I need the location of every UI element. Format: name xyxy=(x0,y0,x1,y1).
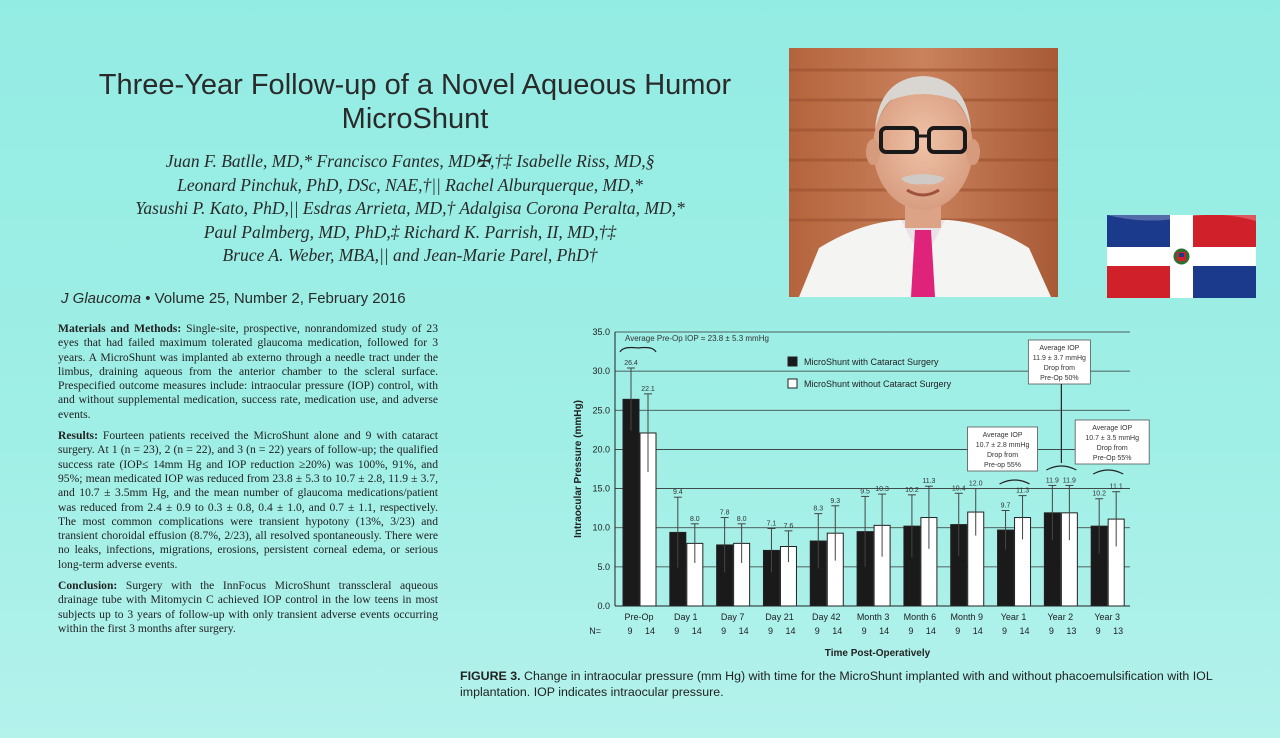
year2-annotation-text: 11.9 ± 3.7 mmHg xyxy=(1032,355,1086,362)
n-value: 13 xyxy=(1113,626,1124,636)
year1-annotation-text: Average IOP xyxy=(982,432,1023,439)
n-value: 9 xyxy=(1002,626,1008,636)
data-label: 26.4 xyxy=(624,360,638,368)
year3-annotation-text: Drop from xyxy=(1096,445,1128,452)
data-label: 7.1 xyxy=(766,520,777,528)
legend-label-with: MicroShunt with Cataract Surgery xyxy=(804,357,939,367)
preop-brace xyxy=(620,348,656,353)
x-tick-label: Pre-Op xyxy=(624,612,654,622)
x-tick-label: Day 42 xyxy=(812,612,841,622)
y-tick-label: 15.0 xyxy=(592,483,610,494)
n-value: 14 xyxy=(785,626,796,636)
author-portrait-photo xyxy=(789,48,1058,297)
data-label: 9.5 xyxy=(860,488,870,496)
year1-annotation-text: Drop from xyxy=(986,452,1019,459)
year3-brace xyxy=(1093,470,1123,474)
conclusion-heading: Conclusion: xyxy=(58,579,118,593)
n-value: 14 xyxy=(644,626,656,636)
paper-title xyxy=(40,68,790,136)
data-label: 11.3 xyxy=(1015,487,1030,495)
y-tick-label: 0.0 xyxy=(597,601,610,611)
author-line: Juan F. Batlle, MD,* Francisco Fantes, MD✠,†‡ Isabelle Riss, MD,§ xyxy=(165,151,655,171)
data-label: 10.4 xyxy=(951,485,966,493)
methods-text: Single-site, prospective, nonrandomized study of 23 eyes that had failed maximum tolerated glaucoma medication, followed for 3 years. A MicroShunt was implanted ab externo through a needle tract under the limbus, draining aqueous from the anterior chamber to the scleral surface. Prespecified outcome measures include: intraocular pressure (IOP) control, with and without supplemental medication, success rate, medication use, and adverse events. xyxy=(58,322,438,421)
y-tick-label: 35.0 xyxy=(592,327,610,337)
x-axis-title: Time Post-Operatively xyxy=(824,648,931,659)
y-tick-label: 10.0 xyxy=(592,522,610,533)
caption-text: Change in intraocular pressure (mm Hg) with time for the MicroShunt implanted with and without phacoemulsification with IOL implantation. IOP indicates intraocular pressure. xyxy=(460,669,1213,699)
figure-caption xyxy=(460,668,1260,700)
title-line-2: MicroShunt xyxy=(341,103,489,135)
journal-name: J Glaucoma xyxy=(61,290,142,307)
data-label: 9.4 xyxy=(672,489,683,497)
n-value: 13 xyxy=(1066,626,1077,636)
y-tick-label: 30.0 xyxy=(592,366,610,377)
iop-bar-chart xyxy=(568,320,1270,665)
data-label: 11.9 xyxy=(1062,477,1076,485)
y-tick-label: 5.0 xyxy=(597,561,610,572)
author-line: Leonard Pinchuk, PhD, DSc, NAE,†|| Rachel Alburquerque, MD,* xyxy=(177,174,643,195)
y-axis-title: Intraocular Pressure (mmHg) xyxy=(573,400,584,538)
data-label: 11.1 xyxy=(1109,483,1123,491)
author-line: Bruce A. Weber, MBA,|| and Jean-Marie Parel, PhD† xyxy=(222,245,598,265)
n-value: 9 xyxy=(1048,626,1054,636)
data-label: 9.7 xyxy=(1000,502,1011,510)
methods-paragraph xyxy=(58,322,438,422)
x-tick-label: Month 6 xyxy=(903,612,937,622)
year2-annotation-text: Drop from xyxy=(1043,365,1075,372)
year1-brace xyxy=(1000,480,1030,484)
data-label: 22.1 xyxy=(641,385,655,393)
n-value: 14 xyxy=(972,626,983,636)
results-paragraph xyxy=(58,429,438,572)
author-list xyxy=(60,150,760,268)
x-tick-label: Year 2 xyxy=(1047,612,1074,622)
conclusion-paragraph xyxy=(58,579,438,636)
n-value: 9 xyxy=(627,626,633,636)
year3-annotation-text: 10.7 ± 3.5 mmHg xyxy=(1085,435,1140,442)
x-tick-label: Month 9 xyxy=(950,612,983,622)
legend-swatch-with xyxy=(788,357,797,366)
n-value: 9 xyxy=(861,626,867,636)
data-label: 9.3 xyxy=(830,497,841,505)
x-tick-label: Year 1 xyxy=(1000,612,1027,622)
year2-annotation-text: Average IOP xyxy=(1039,345,1080,352)
x-tick-label: Year 3 xyxy=(1094,612,1121,622)
n-value: 14 xyxy=(691,626,702,636)
year2-brace xyxy=(1046,466,1076,470)
year3-annotation-text: Pre-Op 55% xyxy=(1092,455,1132,462)
year2-annotation-text: Pre-Op 50% xyxy=(1040,375,1079,382)
n-value: 9 xyxy=(721,626,727,636)
data-label: 10.3 xyxy=(875,486,889,494)
n-value: 14 xyxy=(879,626,890,636)
dominican-flag-image xyxy=(1107,215,1256,298)
journal-citation xyxy=(61,290,406,307)
results-heading: Results: xyxy=(58,429,98,443)
data-label: 12.0 xyxy=(968,480,983,488)
n-value: 9 xyxy=(767,626,773,636)
abstract xyxy=(58,322,438,643)
data-label: 10.2 xyxy=(1092,490,1106,498)
data-label: 8.3 xyxy=(813,505,824,513)
n-value: 14 xyxy=(925,626,936,636)
data-label: 10.2 xyxy=(905,486,919,494)
n-value: 14 xyxy=(1019,626,1030,636)
y-tick-label: 25.0 xyxy=(592,405,610,416)
x-tick-label: Day 7 xyxy=(720,612,745,622)
caption-label: FIGURE 3. xyxy=(460,669,521,683)
x-tick-label: Day 21 xyxy=(765,612,794,622)
n-value: 14 xyxy=(832,626,843,636)
author-line: Yasushi P. Kato, PhD,|| Esdras Arrieta, MD,† Adalgisa Corona Peralta, MD,* xyxy=(135,198,685,218)
results-text: Fourteen patients received the MicroShunt alone and 9 with cataract surgery. At 1 (n = 23), 2 (n = 22), and 3 (n = 22) years of follow-up; the qualified success rate (IOP≤ 14mm Hg and IOP reduction ≥20%) was 100%, 91%, and 95%; mean medicated IOP was reduced from 23.8 ± 5.3 to 10.7 ± 2.8, 11.9 ± 3.7, and 10.7 ± 3.5mm Hg, and the mean number of glaucoma medications/patient was reduced from 2.4 ± 0.9 to 0.3 ± 0.8, 0.4 ± 1.0, and 0.7 ± 1.1, respectively. The most common complications were transient hypotony (13%, 3/23) and transient choroidal effusion (8.7%, 2/23), all resolved spontaneously. There were no leaks, infections, migrations, erosions, persistent corneal edema, or serious long-term adverse events. xyxy=(58,429,438,571)
n-value: 9 xyxy=(908,626,914,636)
n-value: 9 xyxy=(814,626,820,636)
year1-annotation-text: 10.7 ± 2.8 mmHg xyxy=(975,442,1030,449)
n-label: N= xyxy=(589,626,601,636)
y-tick-label: 20.0 xyxy=(592,444,610,455)
n-value: 9 xyxy=(674,626,680,636)
data-label: 11.9 xyxy=(1045,477,1059,485)
title-line-1: Three-Year Follow-up of a Novel Aqueous Humor xyxy=(98,69,732,101)
n-value: 14 xyxy=(738,626,749,636)
year1-annotation-text: Pre-op 55% xyxy=(984,462,1022,469)
legend-label-without: MicroShunt without Cataract Surgery xyxy=(804,379,952,389)
data-label: 11.3 xyxy=(922,478,936,486)
x-tick-label: Day 1 xyxy=(674,612,698,622)
author-line: Paul Palmberg, MD, PhD,‡ Richard K. Parrish, II, MD,†‡ xyxy=(203,221,617,242)
n-value: 9 xyxy=(1095,626,1101,636)
methods-heading: Materials and Methods: xyxy=(58,322,182,335)
data-label: 8.0 xyxy=(689,515,700,523)
year3-annotation-text: Average IOP xyxy=(1092,425,1133,432)
chart-svg xyxy=(568,320,1270,665)
x-tick-label: Month 3 xyxy=(856,612,890,622)
data-label: 7.8 xyxy=(719,509,730,517)
data-label: 7.6 xyxy=(783,522,794,530)
preop-annotation: Average Pre-Op IOP = 23.8 ± 5.3 mmHg xyxy=(625,334,769,343)
conclusion-text: Surgery with the InnFocus MicroShunt transscleral aqueous drainage tube with Mitomycin C achieved IOP control in the low teens in most subjects up to 3 years of follow-up with only transient adverse events occurring within the first 3 months after surgery. xyxy=(58,579,438,635)
data-label: 8.0 xyxy=(736,515,747,523)
legend-swatch-without xyxy=(788,379,797,388)
n-value: 9 xyxy=(955,626,961,636)
journal-volume: • Volume 25, Number 2, February 2016 xyxy=(141,290,406,307)
